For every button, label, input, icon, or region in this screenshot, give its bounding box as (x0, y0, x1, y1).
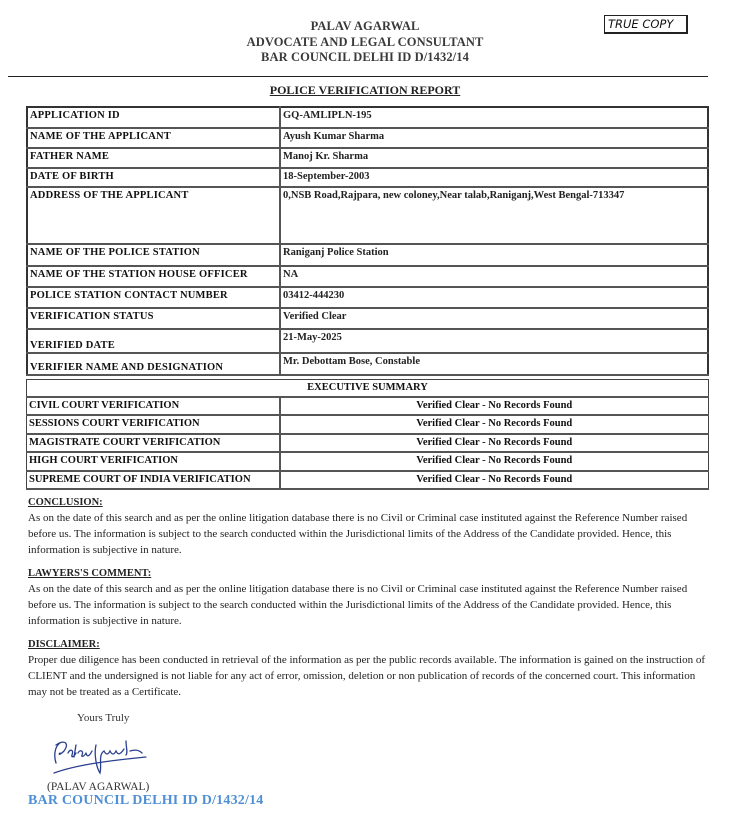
header-divider (8, 76, 708, 77)
lawyers-comment-section (28, 567, 708, 629)
row-label: VERIFIER NAME AND DESIGNATION (27, 353, 280, 375)
row-value: GQ-AMLIPLN-195 (280, 107, 708, 128)
row-label: VERIFIED DATE (27, 329, 280, 353)
signatory-bar-id: BAR COUNCIL DELHI ID D/1432/14 (28, 793, 264, 808)
table-row (27, 452, 709, 471)
conclusion-heading: CONCLUSION: (28, 497, 103, 508)
court-label: CIVIL COURT VERIFICATION (27, 397, 280, 416)
table-row (27, 187, 708, 244)
lawyers-comment-heading: LAWYERS'S COMMENT: (28, 568, 152, 579)
court-status: Verified Clear - No Records Found (280, 415, 709, 434)
row-value: Raniganj Police Station (280, 244, 708, 266)
table-row (27, 471, 709, 490)
row-label: POLICE STATION CONTACT NUMBER (27, 287, 280, 308)
row-value: 03412-444230 (280, 287, 708, 308)
signatory-name: (PALAV AGARWAL) (47, 781, 150, 793)
bar-council-id: BAR COUNCIL DELHI ID D/1432/14 (261, 50, 469, 64)
applicant-details-table (26, 106, 709, 376)
row-label: VERIFICATION STATUS (27, 308, 280, 329)
table-row (27, 107, 708, 128)
table-row (27, 266, 708, 287)
row-label: NAME OF THE POLICE STATION (27, 244, 280, 266)
court-status: Verified Clear - No Records Found (280, 471, 709, 490)
row-value: Manoj Kr. Sharma (280, 148, 708, 168)
table-row (27, 353, 708, 375)
row-label: NAME OF THE APPLICANT (27, 128, 280, 148)
advocate-title: ADVOCATE AND LEGAL CONSULTANT (246, 34, 484, 49)
court-status: Verified Clear - No Records Found (280, 452, 709, 471)
table-row (27, 128, 708, 148)
table-row (27, 329, 708, 353)
row-label: DATE OF BIRTH (27, 168, 280, 187)
court-label: SUPREME COURT OF INDIA VERIFICATION (27, 471, 280, 490)
court-status: Verified Clear - No Records Found (280, 397, 709, 416)
lawyers-comment-text: As on the date of this search and as per the online litigation database there is no Civil or Criminal case instituted against the Reference Number raised before us. The information is subject to the search conducted within the Jurisdictional limits of the Address of the Candidate provided. Hence, this information is subjective in nature. (28, 583, 688, 627)
conclusion-text: As on the date of this search and as per the online litigation database there is no Civil or Criminal case instituted against the Reference Number raised before us. The information is subject to the search conducted within the Jurisdictional limits of the Address of the Candidate provided. Hence, this information is subjective in nature. (28, 512, 688, 556)
disclaimer-text: Proper due diligence has been conducted in retrieval of the information as per the public records available. The information is gained on the instruction of CLIENT and the undersigned is not liable for any act of error, omission, deletion or non publication of records of the concerned court. This information may not be treated as a Certificate. (28, 654, 705, 698)
closing-text: Yours Truly (77, 712, 130, 724)
row-value: Verified Clear (280, 308, 708, 329)
report-title: POLICE VERIFICATION REPORT (269, 83, 461, 97)
advocate-name: PALAV AGARWAL (310, 19, 420, 33)
row-label: ADDRESS OF THE APPLICANT (27, 187, 280, 244)
summary-heading-row (27, 380, 709, 397)
table-row (27, 434, 709, 453)
table-row (27, 148, 708, 168)
court-status: Verified Clear - No Records Found (280, 434, 709, 453)
row-value: 0,NSB Road,Rajpara, new coloney,Near talab,Raniganj,West Bengal-713347 (280, 187, 708, 244)
court-label: SESSIONS COURT VERIFICATION (27, 415, 280, 434)
row-value: 18-September-2003 (280, 168, 708, 187)
court-label: MAGISTRATE COURT VERIFICATION (27, 434, 280, 453)
table-row (27, 168, 708, 187)
table-row (27, 308, 708, 329)
row-value: Ayush Kumar Sharma (280, 128, 708, 148)
conclusion-section (28, 496, 708, 558)
row-label: FATHER NAME (27, 148, 280, 168)
true-copy-stamp: TRUE COPY (604, 15, 688, 34)
court-label: HIGH COURT VERIFICATION (27, 452, 280, 471)
table-row (27, 287, 708, 308)
executive-summary-table (26, 379, 709, 490)
row-label: APPLICATION ID (27, 107, 280, 128)
disclaimer-section (28, 638, 708, 700)
row-value: Mr. Debottam Bose, Constable (280, 353, 708, 375)
disclaimer-heading: DISCLAIMER: (28, 639, 100, 650)
row-value: NA (280, 266, 708, 287)
row-label: NAME OF THE STATION HOUSE OFFICER (27, 266, 280, 287)
table-row (27, 415, 709, 434)
summary-heading: EXECUTIVE SUMMARY (27, 380, 709, 397)
table-row (27, 244, 708, 266)
row-value: 21-May-2025 (280, 329, 708, 353)
signature-image (46, 733, 151, 781)
table-row (27, 397, 709, 416)
